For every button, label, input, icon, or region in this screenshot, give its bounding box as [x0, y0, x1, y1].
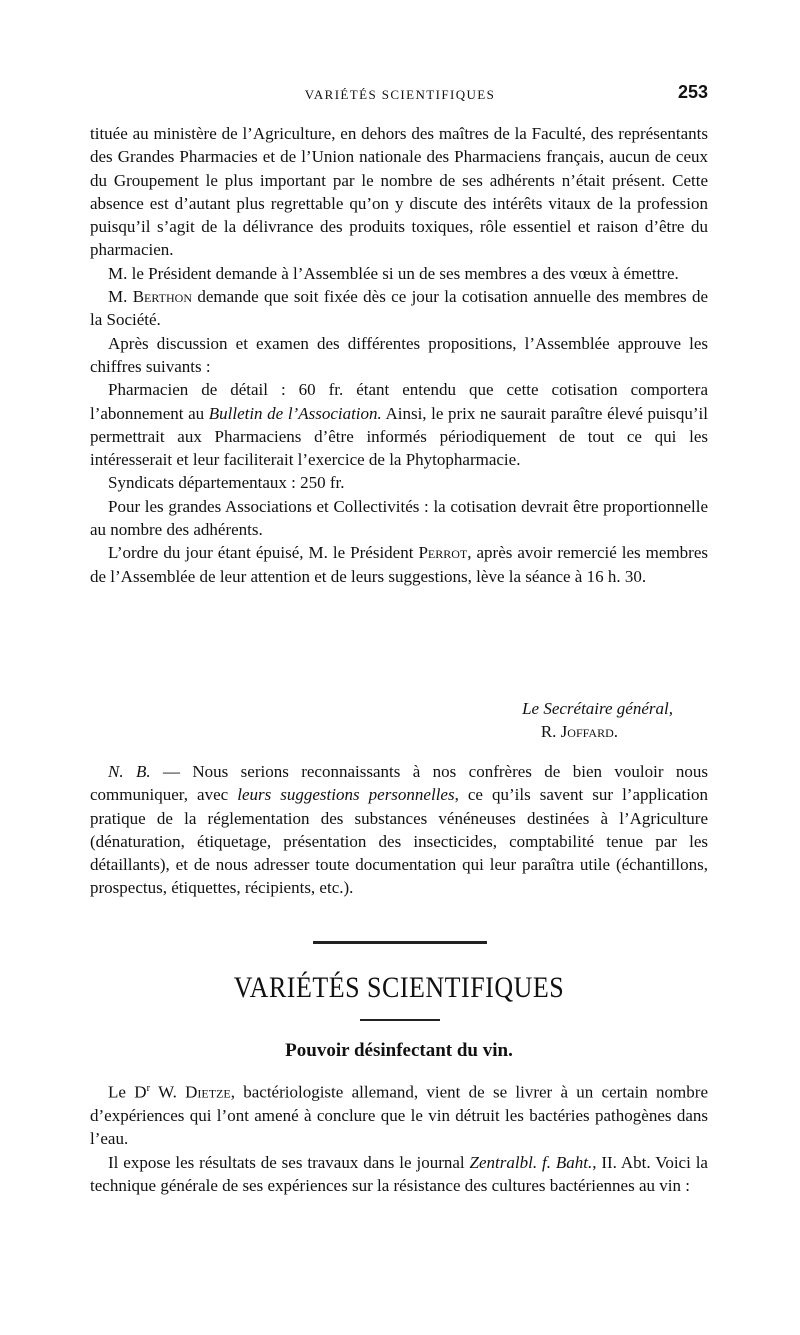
- emphasis-suggestions: leurs suggestions personnelles: [237, 785, 455, 805]
- running-title: VARIÉTÉS SCIENTIFIQUES: [304, 87, 496, 102]
- article-paragraph-2: [90, 1151, 708, 1198]
- person-name-berthon: Berthon: [132, 287, 192, 307]
- person-name-perrot: Perrot: [418, 543, 468, 563]
- text-run: W.: [150, 1082, 186, 1102]
- signature-block: [90, 697, 708, 743]
- paragraph-berthon: [90, 285, 708, 332]
- text-run: , II. Abt. Voici la technique générale de ses expériences sur la résistance des cultures bactériennes au vin :: [90, 1152, 708, 1195]
- text-run: Le D: [108, 1082, 147, 1102]
- paragraph-pharmacien-fee: [90, 378, 708, 471]
- running-header: [90, 82, 710, 108]
- main-text: [90, 122, 708, 588]
- article-title: Pouvoir désinfectant du vin.: [285, 1040, 513, 1061]
- signature-role: Le Secrétaire général,: [522, 699, 673, 718]
- text-run: , après avoir remercié les membres de l’Assemblée de leur attention et de leurs suggestions, lève la séance à 16 h. 30.: [90, 543, 708, 586]
- nota-bene-label: N. B.: [108, 762, 151, 781]
- title-underline: [360, 1019, 440, 1021]
- text-run: Il expose les résultats de ses travaux dans le journal: [108, 1152, 470, 1172]
- journal-title: Zentralbl. f. Baht.: [469, 1152, 593, 1172]
- text-run: demande que soit fixée dès ce jour la cotisation annuelle des membres de la Société.: [90, 287, 708, 330]
- paragraph-continuation: tituée au ministère de l’Agriculture, en dehors des maîtres de la Faculté, des représentants des Grandes Pharmacies et de l’Union nationale des Pharmaciens français, aucun de ceux du Groupement le plus important par le nombre de ses adhérents n’était présent. Cette absence est d’autant plus regrettable qu’on y discute des intérêts vitaux de la profession puisqu’il s’agit de la délivrance des produits toxiques, rôle essentiel et raison d’être du pharmacien.: [90, 124, 708, 260]
- text-run: — Nous serions reconnaissants à nos confrères de bien vouloir nous communiquer, avec: [90, 762, 709, 805]
- text-run: L’ordre du jour étant épuisé, M. le Président: [108, 543, 419, 563]
- text-run: Ainsi, le prix ne saurait paraître élevé puisqu’il permettrait aux Pharmaciens d’être informés périodiquement de tout ce qui les intéresserait et leur faciliterait l’exercice de la Phytopharmacie.: [90, 403, 708, 470]
- text-run: M.: [108, 287, 133, 307]
- nota-bene: [90, 760, 708, 900]
- signature-name: R. Joffard.: [540, 722, 618, 741]
- text-run: Pharmacien de détail : 60 fr. étant entendu que cette cotisation comportera l’abonnement au: [90, 380, 708, 423]
- paragraph-syndicats-fee: Syndicats départementaux : 250 fr.: [108, 473, 345, 493]
- paragraph-associations-fee: Pour les grandes Associations et Collectivités : la cotisation devrait être proportionnelle au nombre des adhérents.: [90, 496, 708, 540]
- paragraph-president-request: M. le Président demande à l’Assemblée si un de ses membres a des vœux à émettre.: [108, 263, 679, 283]
- text-run: , ce qu’ils savent sur l’application pratique de la réglementation des substances vénéneuses destinées à l’Agriculture (dénaturation, étiquetage, présentation des insecticides, comptabilité tenue par les détaillants), et de nous adresser toute documentation qui leur paraîtra utile (échantillons, prospectus, étiquettes, récipients, etc.).: [90, 785, 708, 898]
- article-paragraph-1: [90, 1077, 708, 1151]
- nota-bene-paragraph: [90, 760, 708, 900]
- text-run: , bactériologiste allemand, vient de se livrer à un certain nombre d’expériences qui l’ont amené à conclure que le vin détruit les bactéries pathogènes dans l’eau.: [90, 1082, 708, 1149]
- paragraph-closing: [90, 541, 708, 588]
- page-number: 253: [677, 82, 708, 102]
- section-title: VARIÉTÉS SCIENTIFIQUES: [233, 970, 565, 1005]
- bulletin-title: Bulletin de l’Association.: [208, 403, 382, 423]
- article-text: [90, 1077, 708, 1197]
- superscript: r: [146, 1082, 151, 1094]
- paragraph-discussion: Après discussion et examen des différentes propositions, l’Assemblée approuve les chiffres suivants :: [90, 333, 708, 376]
- person-name-dietze: Dietze: [185, 1082, 231, 1102]
- section-divider: [313, 941, 487, 944]
